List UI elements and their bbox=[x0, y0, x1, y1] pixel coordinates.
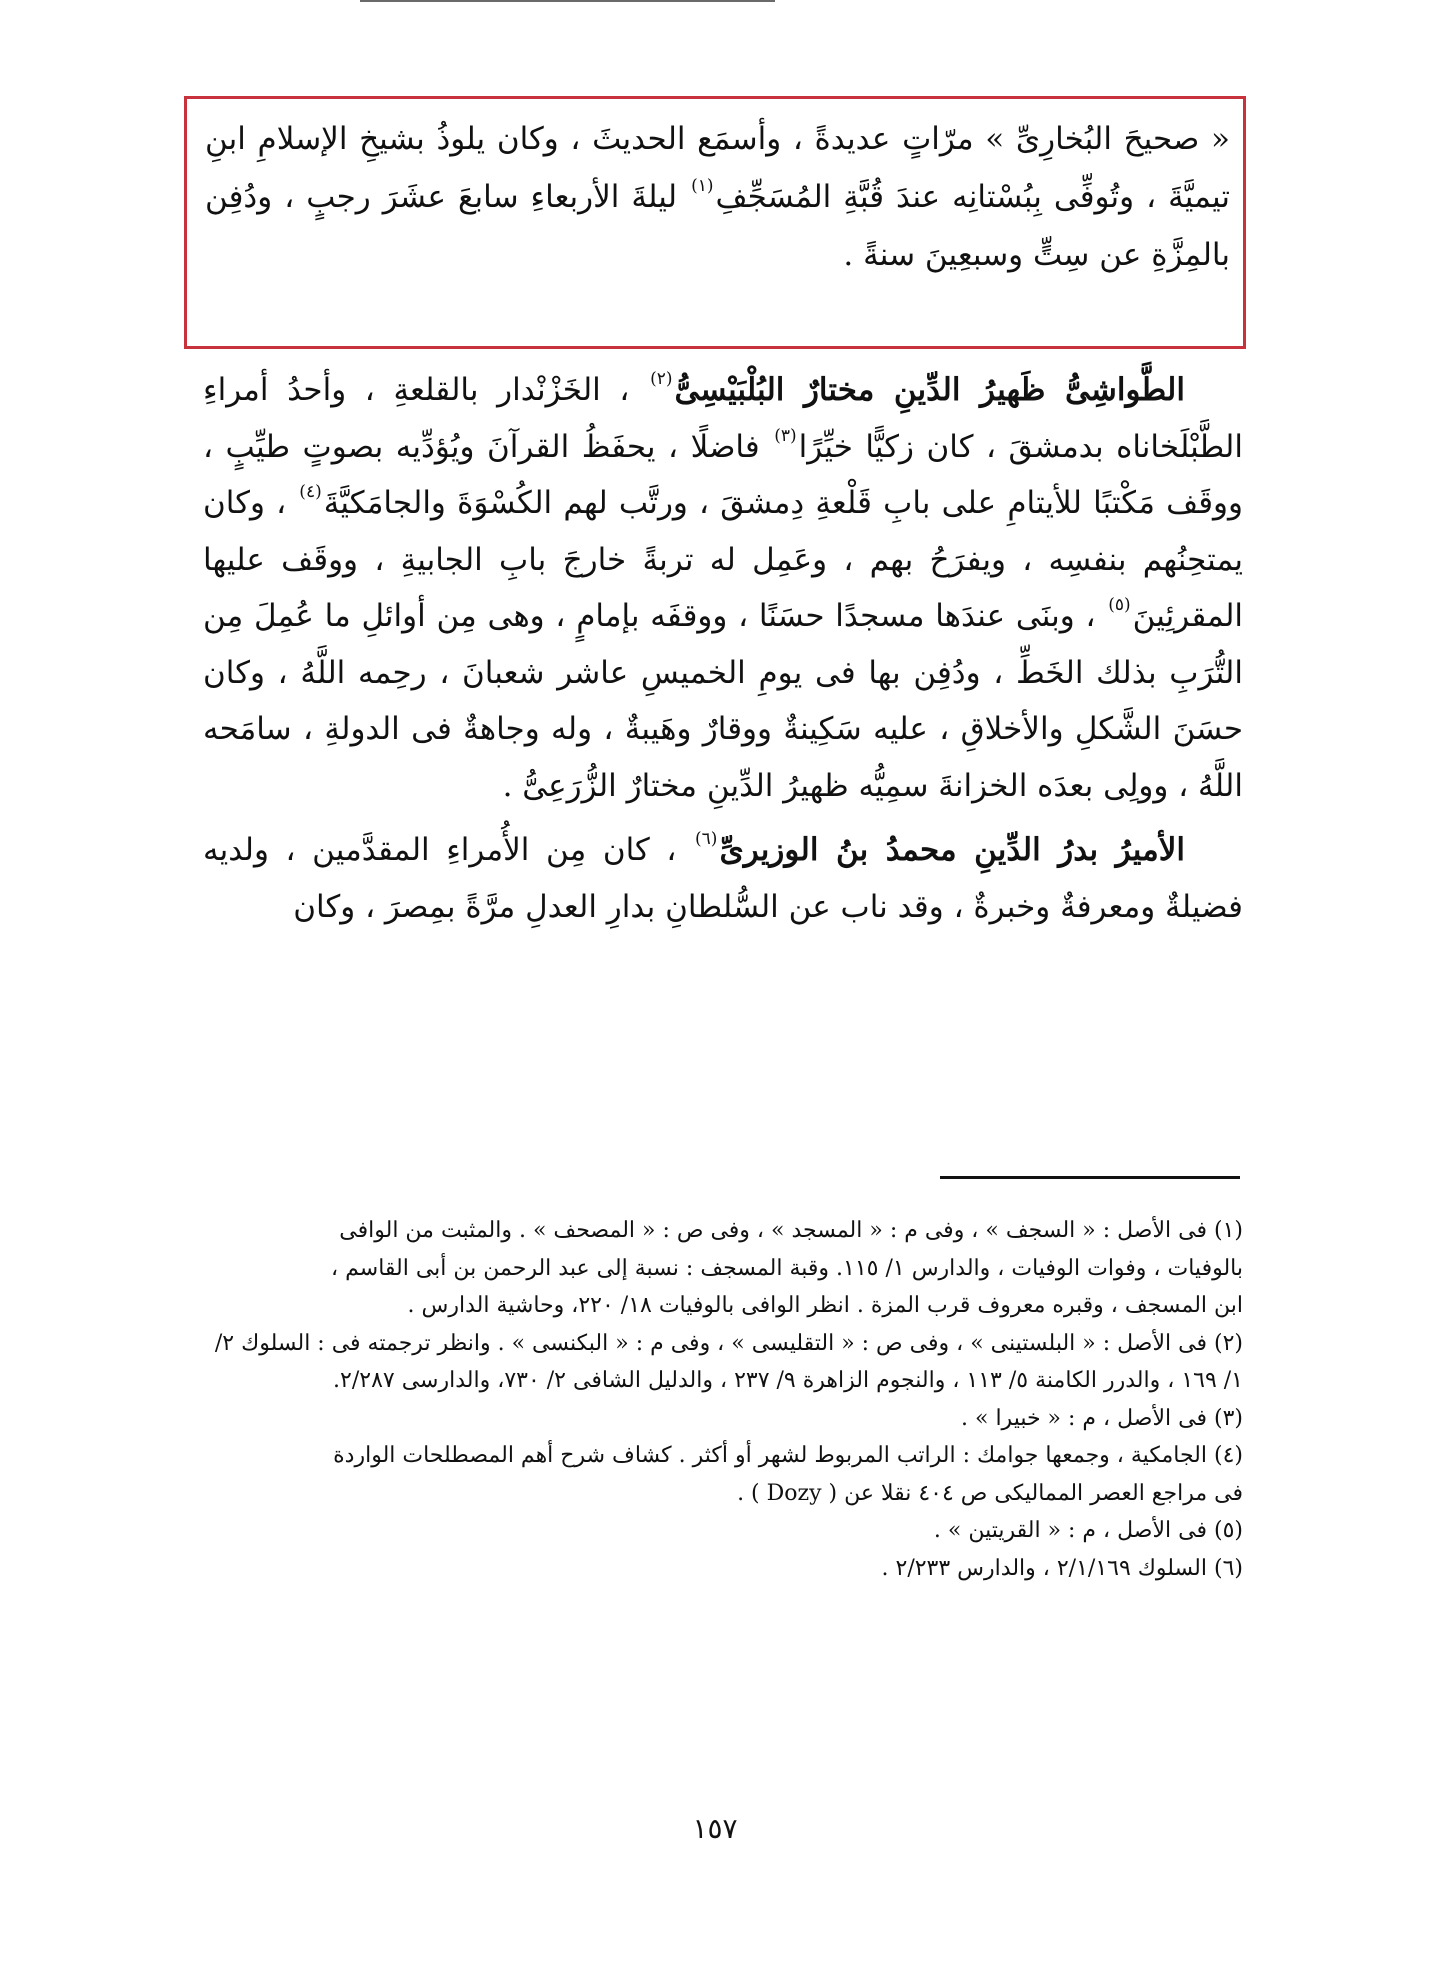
footnote-ref-1[interactable]: (١) bbox=[691, 176, 714, 196]
footnote-line bbox=[203, 1437, 1243, 1475]
footnote-ref-4[interactable]: (٤) bbox=[299, 482, 322, 502]
footnote-text: ابن المسجف ، وقبره معروف قرب المزة . انظر الوافى بالوفيات ١٨/ ٢٢٠، وحاشية الدارس . bbox=[407, 1293, 1243, 1318]
footnotes bbox=[203, 1212, 1243, 1587]
footnote-line bbox=[203, 1550, 1243, 1588]
footnote-line bbox=[203, 1325, 1243, 1363]
footnote-ref-3[interactable]: (٣) bbox=[774, 425, 797, 446]
footnote-text: فى الأصل ، م : « القريتين » . bbox=[933, 1518, 1207, 1543]
footnote-text: فى الأصل : « البلستينى » ، وفى ص : « التقليسى » ، وفى م : « البكنسى » . وانظر ترجمته فى : السلوك ٢/ bbox=[214, 1330, 1207, 1356]
passage-text-end: ليلةَ الأربعاءِ سابعَ عشَرَ رجبٍ ، ودُفِن بالمِزَّةِ عن سِتٍّ وسبعِينَ سنةً . bbox=[205, 179, 1230, 273]
footnote-separator bbox=[940, 1176, 1240, 1179]
footnote-marker: (٥) bbox=[1213, 1518, 1243, 1543]
entry-tawashi bbox=[203, 362, 1243, 814]
footnote-line bbox=[203, 1250, 1243, 1288]
footnote-line bbox=[203, 1212, 1243, 1250]
footnote-text: الجامكية ، وجمعها جوامك : الراتب المربوط لشهر أو أكثر . كشاف شرح أهم المصطلحات الواردة bbox=[333, 1443, 1207, 1468]
entry-text: ، وكان يمتحِنُهم بنفسِه ، ويفرَحُ بهم ، وعَمِل له تربةً خارجَ بابِ الجابيةِ ، ووقَف عليها المقرئِينَ bbox=[203, 485, 1244, 634]
footnote-text: فى الأصل ، م : « خبيرا » . bbox=[961, 1405, 1207, 1431]
footnote-marker: (١) bbox=[1213, 1218, 1243, 1243]
entry-text: ، كان مِن الأُمراءِ المقدَّمين ، ولديه فضيلةٌ ومعرفةٌ وخبرةٌ ، وقد ناب عن السُّلطانِ بدارِ العدلِ مرَّةً بمِصرَ ، وكان bbox=[203, 832, 1243, 925]
entry-name: الأميرُ بدرُ الدِّينِ محمدُ بنُ الوزيرىِّ bbox=[719, 832, 1185, 868]
footnote-text: بالوفيات ، وفوات الوفيات ، والدارس ١/ ١١٥. وقبة المسجف : نسبة إلى عبد الرحمن بن أبى القاسم ، bbox=[331, 1255, 1243, 1281]
footnote-ref-5[interactable]: (٥) bbox=[1108, 595, 1131, 615]
entry-name: الطَّواشِىُّ ظَهيرُ الدِّينِ مختارٌ البُلْبَيْسِىُّ bbox=[674, 372, 1185, 408]
footnote-text: فى مراجع العصر المماليكى ص ٤٠٤ نقلا عن ( Dozy ) . bbox=[737, 1480, 1243, 1506]
footnote-line bbox=[203, 1287, 1243, 1325]
top-rule bbox=[360, 0, 775, 2]
footnote-text: فى الأصل : « السجف » ، وفى م : « المسجد » ، وفى ص : « المصحف » . والمثبت من الوافى bbox=[339, 1218, 1207, 1243]
footnote-text: السلوك ٢/١/١٦٩ ، والدارس ٢/٢٣٣ . bbox=[881, 1555, 1207, 1581]
main-body bbox=[203, 362, 1243, 935]
footnote-marker: (٤) bbox=[1213, 1443, 1243, 1468]
footnote-line bbox=[203, 1400, 1243, 1438]
footnote-text: ١/ ١٦٩ ، والدرر الكامنة ٥/ ١١٣ ، والنجوم الزاهرة ٩/ ٢٣٧ ، والدليل الشافى ٢/ ٧٣٠، والدارسى ٢/٢٨٧. bbox=[333, 1368, 1243, 1393]
entry-text: فاضلًا ، يحفَظُ القرآنَ ويُؤدِّيه بصوتٍ طيِّبٍ ، ووقَف مَكْتبًا للأيتامِ على بابِ قَلْعةِ دِمشقَ ، ورتَّب لهم الكُسْوَةَ والجامَكيَّةَ bbox=[203, 428, 1243, 521]
footnote-line bbox=[203, 1362, 1243, 1400]
footnote-line bbox=[203, 1475, 1243, 1513]
footnote-marker: (٦) bbox=[1213, 1555, 1243, 1581]
footnote-ref-2[interactable]: (٢) bbox=[650, 369, 673, 389]
footnote-ref-6[interactable]: (٦) bbox=[695, 829, 718, 849]
footnote-line bbox=[203, 1512, 1243, 1550]
page-number: ١٥٧ bbox=[692, 1812, 738, 1845]
entry-text: ، وبنَى عندَها مسجدًا حسَنًا ، ووقفَه بإمامٍ ، وهى مِن أوائلِ ما عُمِلَ مِن التُّرَبِ بذلك الخَطِّ ، ودُفِن بها فى يومِ الخميسِ عاشر شعبانَ ، رحِمه اللَّهُ ، وكان حسَنَ الشَّكلِ والأخلاقِ ، عليه سَكِينةٌ ووقارٌ وهَيبةٌ ، وله وجاهةٌ فى الدولةِ ، سامَحه اللَّهُ ، وولِى بعدَه الخزانةَ سمِيُّه ظهيرُ الدِّينِ مختارٌ الزُّرَعِىُّ . bbox=[203, 598, 1243, 804]
footnote-marker: (٣) bbox=[1213, 1405, 1243, 1431]
entry-wazir bbox=[203, 822, 1243, 935]
passage-text-start: « صحيحَ البُخارِىِّ » مرّاتٍ عديدةً ، وأسمَع الحديثَ ، وكان يلوذُ بشيخِ الإسلامِ ابنِ تيميَّةَ ، وتُوفِّى بِبُسْتانِه عندَ قُبَّةِ المُسَجِّفِ bbox=[205, 121, 1230, 215]
entry-text: ، الخَزْنْدار بالقلعةِ ، وأحدُ أمراءِ الطَّبْلَخاناه بدمشقَ ، كان زكيًّا خيِّرًا bbox=[203, 372, 1243, 465]
highlighted-passage bbox=[205, 110, 1230, 284]
footnote-marker: (٢) bbox=[1213, 1330, 1243, 1356]
